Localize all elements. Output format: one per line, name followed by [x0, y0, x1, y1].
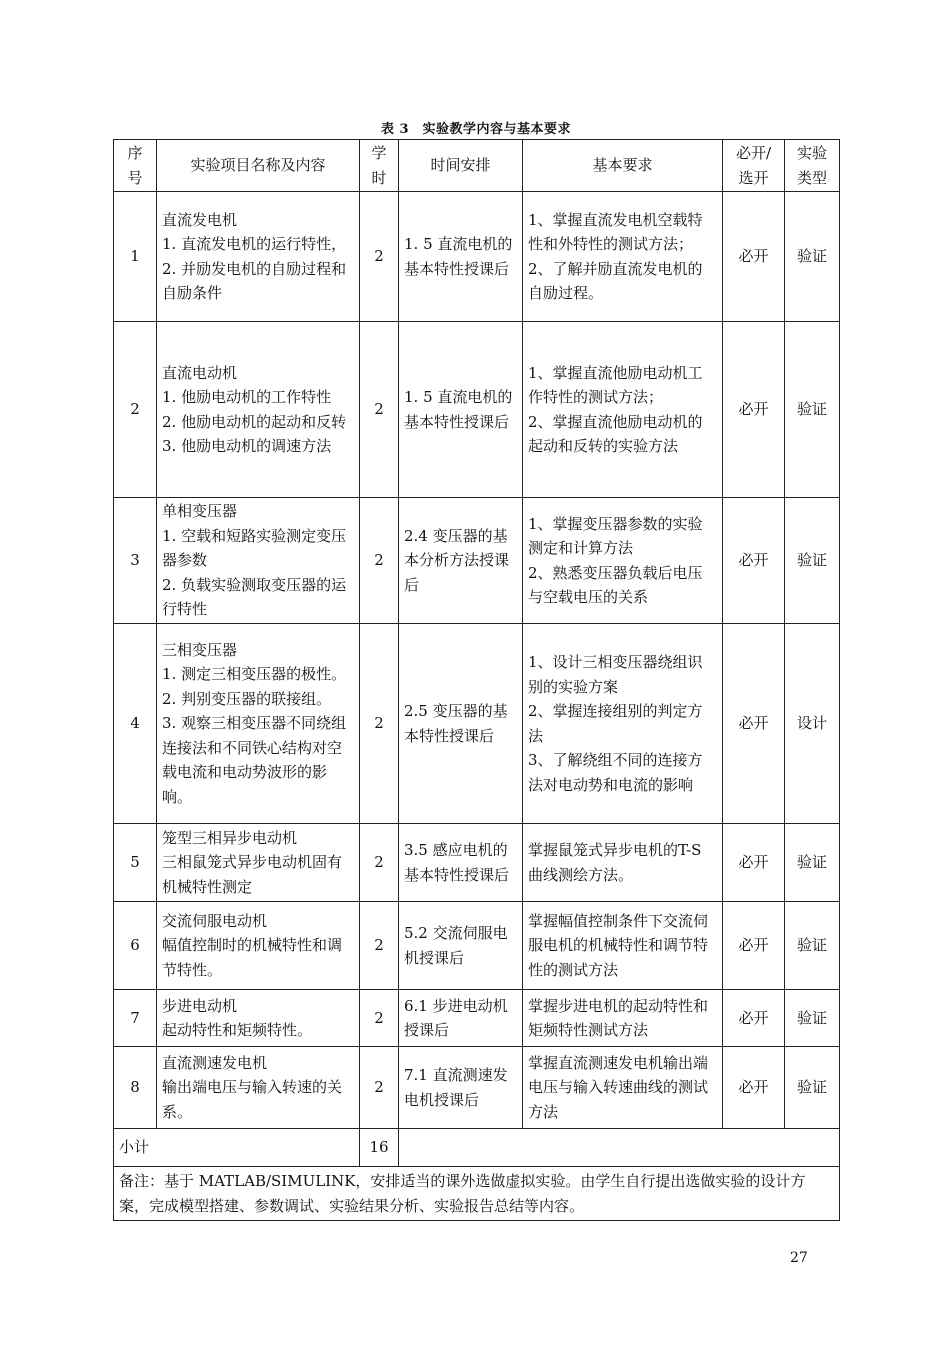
- row-seq: 7: [114, 990, 157, 1047]
- row-mandatory: 必开: [723, 1047, 785, 1129]
- row-seq: 1: [114, 192, 157, 322]
- row-seq: 3: [114, 498, 157, 624]
- subtotal-label: 小计: [114, 1129, 360, 1167]
- row-mandatory: 必开: [723, 624, 785, 824]
- table-header-row: [114, 140, 840, 192]
- row-mandatory: 必开: [723, 902, 785, 990]
- row-type: 验证: [785, 902, 840, 990]
- row-hours: 2: [360, 824, 399, 902]
- table-row: [114, 498, 840, 624]
- row-type: 验证: [785, 824, 840, 902]
- row-seq: 5: [114, 824, 157, 902]
- row-content: 直流电动机 1. 他励电动机的工作特性 2. 他励电动机的起动和反转 3. 他励电动机的调速方法: [157, 322, 360, 498]
- subtotal-empty: [399, 1129, 840, 1167]
- row-mandatory: 必开: [723, 824, 785, 902]
- row-requirements: 1、设计三相变压器绕组识别的实验方案 2、掌握连接组别的判定方法 3、了解绕组不同的连接方法对电动势和电流的影响: [523, 624, 723, 824]
- table-body: [114, 192, 840, 1129]
- row-schedule: 1. 5 直流电机的基本特性授课后: [399, 322, 523, 498]
- header-requirements: 基本要求: [523, 140, 723, 192]
- row-requirements: 掌握幅值控制条件下交流伺服电机的机械特性和调节特性的测试方法: [523, 902, 723, 990]
- row-requirements: 掌握鼠笼式异步电机的T-S 曲线测绘方法。: [523, 824, 723, 902]
- experiment-table: [113, 139, 840, 1221]
- row-content: 直流测速发电机 输出端电压与输入转速的关系。: [157, 1047, 360, 1129]
- table-row: [114, 322, 840, 498]
- row-mandatory: 必开: [723, 498, 785, 624]
- row-content: 直流发电机 1. 直流发电机的运行特性， 2. 并励发电机的自励过程和自励条件: [157, 192, 360, 322]
- row-schedule: 3.5 感应电机的基本特性授课后: [399, 824, 523, 902]
- row-schedule: 5.2 交流伺服电机授课后: [399, 902, 523, 990]
- row-type: 验证: [785, 990, 840, 1047]
- row-type: 验证: [785, 192, 840, 322]
- table-row: [114, 192, 840, 322]
- header-hours: 学 时: [360, 140, 399, 192]
- table-row: [114, 990, 840, 1047]
- row-mandatory: 必开: [723, 990, 785, 1047]
- table-row: [114, 902, 840, 990]
- row-type: 验证: [785, 498, 840, 624]
- table-row: [114, 824, 840, 902]
- row-type: 验证: [785, 1047, 840, 1129]
- row-requirements: 1、掌握直流发电机空载特性和外特性的测试方法； 2、了解并励直流发电机的自励过程。: [523, 192, 723, 322]
- row-schedule: 2.4 变压器的基本分析方法授课后: [399, 498, 523, 624]
- header-schedule: 时间安排: [399, 140, 523, 192]
- table-row: [114, 1047, 840, 1129]
- row-hours: 2: [360, 990, 399, 1047]
- row-seq: 2: [114, 322, 157, 498]
- row-content: 单相变压器 1. 空载和短路实验测定变压器参数 2. 负载实验测取变压器的运行特性: [157, 498, 360, 624]
- row-content: 三相变压器 1. 测定三相变压器的极性。 2. 判别变压器的联接组。 3. 观察三相变压器不同绕组连接法和不同铁心结构对空载电流和电动势波形的影响。: [157, 624, 360, 824]
- header-type: 实验 类型: [785, 140, 840, 192]
- row-type: 验证: [785, 322, 840, 498]
- row-requirements: 1、掌握变压器参数的实验测定和计算方法 2、熟悉变压器负载后电压与空载电压的关系: [523, 498, 723, 624]
- row-mandatory: 必开: [723, 192, 785, 322]
- row-content: 笼型三相异步电动机 三相鼠笼式异步电动机固有机械特性测定: [157, 824, 360, 902]
- row-seq: 4: [114, 624, 157, 824]
- row-schedule: 1. 5 直流电机的基本特性授课后: [399, 192, 523, 322]
- subtotal-hours: 16: [360, 1129, 399, 1167]
- row-requirements: 1、掌握直流他励电动机工作特性的测试方法； 2、掌握直流他励电动机的起动和反转的实验方法: [523, 322, 723, 498]
- row-hours: 2: [360, 1047, 399, 1129]
- header-name: 实验项目名称及内容: [157, 140, 360, 192]
- row-seq: 8: [114, 1047, 157, 1129]
- note-text: 备注：基于 MATLAB/SIMULINK，安排适当的课外选做虚拟实验。由学生自行提出选做实验的设计方案，完成模型搭建、参数调试、实验结果分析、实验报告总结等内容。: [114, 1167, 840, 1221]
- table-caption: 表 3 实验教学内容与基本要求: [380, 122, 572, 137]
- page-number: 27: [790, 1250, 808, 1266]
- row-hours: 2: [360, 192, 399, 322]
- row-seq: 6: [114, 902, 157, 990]
- row-requirements: 掌握步进电机的起动特性和矩频特性测试方法: [523, 990, 723, 1047]
- row-content: 交流伺服电动机 幅值控制时的机械特性和调节特性。: [157, 902, 360, 990]
- row-hours: 2: [360, 498, 399, 624]
- header-mandatory: 必开/ 选开: [723, 140, 785, 192]
- header-seq: 序 号: [114, 140, 157, 192]
- note-row: [114, 1167, 840, 1221]
- row-mandatory: 必开: [723, 322, 785, 498]
- row-schedule: 7.1 直流测速发电机授课后: [399, 1047, 523, 1129]
- row-hours: 2: [360, 322, 399, 498]
- row-schedule: 2.5 变压器的基本特性授课后: [399, 624, 523, 824]
- subtotal-row: [114, 1129, 840, 1167]
- row-type: 设计: [785, 624, 840, 824]
- row-content: 步进电动机 起动特性和矩频特性。: [157, 990, 360, 1047]
- row-hours: 2: [360, 902, 399, 990]
- row-hours: 2: [360, 624, 399, 824]
- table-row: [114, 624, 840, 824]
- row-requirements: 掌握直流测速发电机输出端电压与输入转速曲线的测试方法: [523, 1047, 723, 1129]
- row-schedule: 6.1 步进电动机授课后: [399, 990, 523, 1047]
